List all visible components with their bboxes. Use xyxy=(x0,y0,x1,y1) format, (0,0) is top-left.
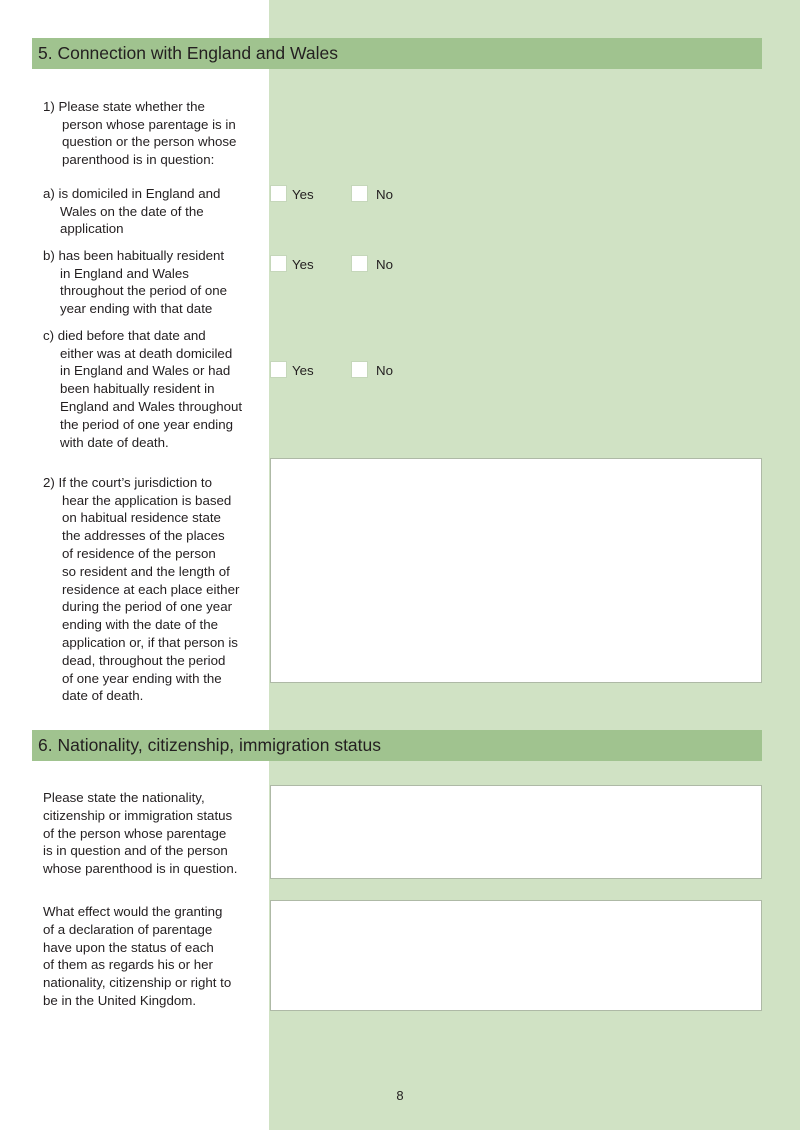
residence-addresses-textarea[interactable] xyxy=(270,458,762,683)
yes-label: Yes xyxy=(292,257,314,272)
question-1b-no-checkbox[interactable] xyxy=(351,255,411,272)
checkbox-box[interactable] xyxy=(351,255,368,272)
checkbox-box[interactable] xyxy=(351,361,368,378)
page-number: 8 xyxy=(396,1088,404,1103)
checkbox-box[interactable] xyxy=(270,361,287,378)
yes-label: Yes xyxy=(292,363,314,378)
question-1c-no-checkbox[interactable] xyxy=(351,361,411,378)
question-1b-text: b) has been habitually resident in England and Wales throughout the period of one year ending with that date xyxy=(43,247,228,317)
checkbox-box[interactable] xyxy=(351,185,368,202)
no-label: No xyxy=(376,187,393,202)
question-1-intro-text: 1) Please state whether the person whose parentage is in question or the person whose parenthood is in question: xyxy=(43,98,237,168)
section-5-header: 5. Connection with England and Wales xyxy=(32,38,762,69)
section-6-header: 6. Nationality, citizenship, immigration status xyxy=(32,730,762,761)
declaration-effect-textarea[interactable] xyxy=(270,900,762,1011)
question-1a-no-checkbox[interactable] xyxy=(351,185,411,202)
checkbox-box[interactable] xyxy=(270,185,287,202)
no-label: No xyxy=(376,363,393,378)
declaration-effect-question: What effect would the granting of a declaration of parentage have upon the status of each of them as regards his or her nationality, citizenship or right to be in the United Kingdom. xyxy=(43,904,232,1008)
question-2 xyxy=(43,456,258,723)
question-1c-yes-checkbox[interactable] xyxy=(270,361,330,378)
no-label: No xyxy=(376,257,393,272)
question-1c-text: c) died before that date and either was at death domiciled in England and Wales or had been habitually resident in England and Wales throughout the period of one year ending with date of death. xyxy=(43,327,243,450)
checkbox-box[interactable] xyxy=(270,255,287,272)
question-2-text: 2) If the court’s jurisdiction to hear the application is based on habitual residence state the addresses of the places of residence of the person so resident and the length of residence at each place either during the period of one year ending with the date of the application or, if that person is dead, throughout the period of one year ending with the date of death. xyxy=(43,474,240,704)
yes-label: Yes xyxy=(292,187,314,202)
nationality-question: Please state the nationality, citizenship or immigration status of the person whose parentage is in question and of the person whose parenthood is in question. xyxy=(43,790,238,877)
question-1a-yes-checkbox[interactable] xyxy=(270,185,330,202)
question-1a-text: a) is domiciled in England and Wales on the date of the application xyxy=(43,185,221,237)
question-1c xyxy=(43,309,258,469)
question-1b-yes-checkbox[interactable] xyxy=(270,255,330,272)
nationality-textarea[interactable] xyxy=(270,785,762,879)
